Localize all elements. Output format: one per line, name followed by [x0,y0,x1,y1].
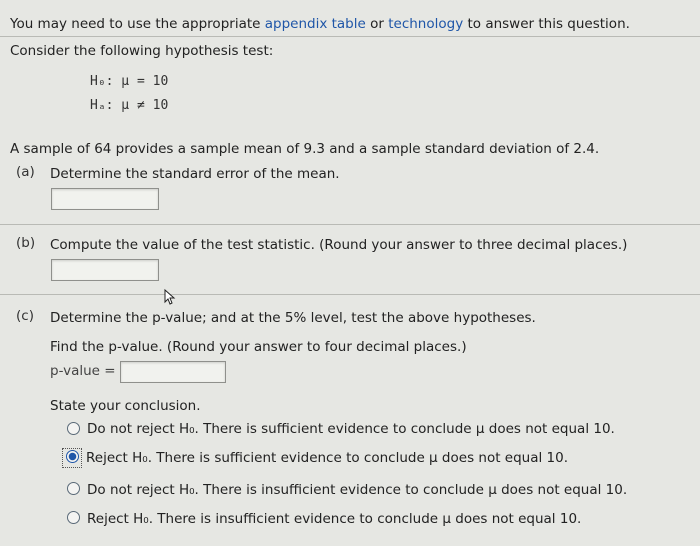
option-3-label[interactable]: Do not reject H₀. There is insufficient evidence to conclude μ does not equal 10. [87,482,628,498]
option-3-radio[interactable] [67,482,80,495]
part-a-letter: (a) [16,164,35,180]
instructions-middle: or [365,16,389,32]
part-c-letter: (c) [16,308,34,324]
divider [0,294,700,295]
option-2-radio[interactable] [66,450,79,463]
conclusion-prompt: State your conclusion. [50,398,201,414]
part-b-question: Compute the value of the test statistic. (Round your answer to three decimal places.) [50,237,628,253]
find-pvalue-text: Find the p-value. (Round your answer to four decimal places.) [50,339,467,355]
standard-error-input[interactable] [51,188,159,210]
option-1-label[interactable]: Do not reject H₀. There is sufficient evidence to conclude μ does not equal 10. [87,421,615,437]
appendix-table-link[interactable]: appendix table [264,16,366,32]
divider [0,36,700,37]
technology-link[interactable]: technology [388,16,464,32]
option-2-label[interactable]: Reject H₀. There is sufficient evidence to conclude μ does not equal 10. [86,450,569,466]
option-1-radio[interactable] [67,422,80,435]
option-4-label[interactable]: Reject H₀. There is insufficient evidence to conclude μ does not equal 10. [87,511,582,527]
instructions-prefix: You may need to use the appropriate [10,16,265,32]
part-a-question: Determine the standard error of the mean. [50,166,340,182]
sample-description: A sample of 64 provides a sample mean of 9.3 and a sample standard deviation of 2.4. [10,141,600,157]
null-hypothesis: H₀: μ = 10 [90,74,169,89]
instructions-line [10,16,630,32]
pvalue-label: p-value = [50,363,116,379]
pvalue-input[interactable] [120,361,226,383]
part-b-letter: (b) [16,235,36,251]
mouse-cursor-icon [161,288,177,308]
divider [0,224,700,225]
option-4-radio[interactable] [67,511,80,524]
test-statistic-input[interactable] [51,259,159,281]
prompt-text: Consider the following hypothesis test: [10,43,274,59]
alternative-hypothesis: Hₐ: μ ≠ 10 [90,98,169,113]
part-c-question: Determine the p-value; and at the 5% level, test the above hypotheses. [50,310,536,326]
instructions-suffix: to answer this question. [463,16,630,32]
